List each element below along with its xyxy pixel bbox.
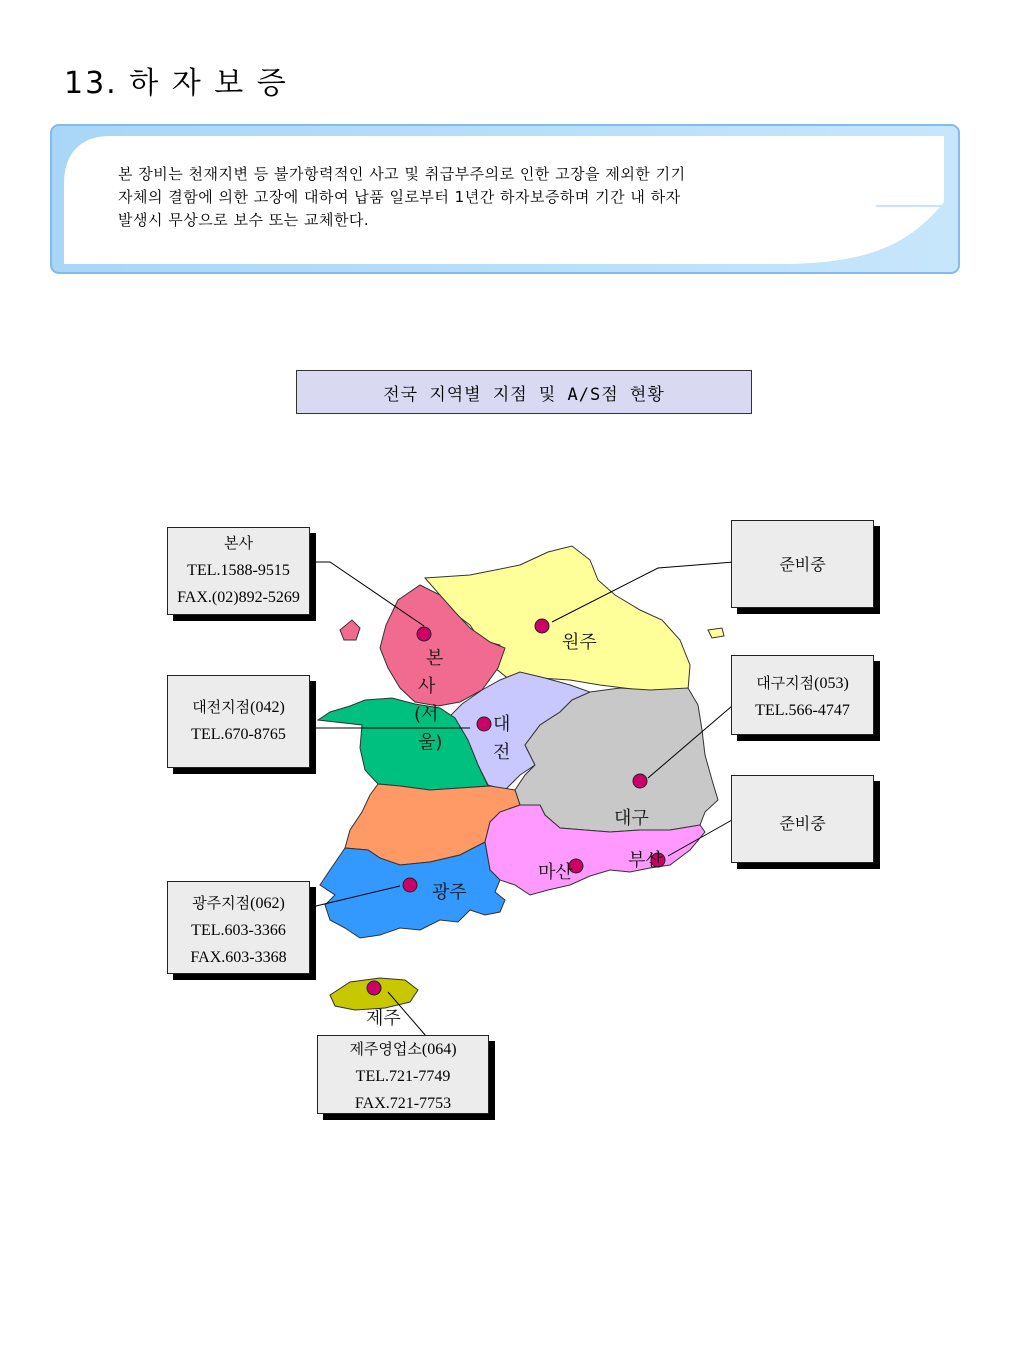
office-tel: TEL.670-8765 (191, 726, 286, 743)
office-box-gwangju (167, 881, 310, 974)
section-title: 13. 하 자 보 증 (64, 66, 288, 101)
office-status: 준비중 (779, 555, 826, 574)
marker-daejeon (477, 717, 491, 731)
warranty-line: 본 장비는 천재지변 등 불가항력적인 사고 및 취급부주의로 인한 고장을 제외한 기기 (118, 165, 686, 183)
region-label-daegu: 대구 (614, 808, 649, 829)
marker-daegu (633, 774, 647, 788)
office-area-code: (062) (250, 895, 285, 912)
marker-wonju (535, 619, 549, 633)
region-label-seoul: 사 (418, 676, 436, 697)
marker-hq (417, 627, 431, 641)
office-tel: TEL.1588-9515 (187, 562, 290, 579)
office-fax: FAX.721-7753 (354, 1095, 452, 1112)
island-ulleung (708, 628, 724, 638)
office-box-jeju (317, 1035, 489, 1114)
map-caption: 전국 지역별 지점 및 A/S점 현황 (296, 370, 752, 414)
office-name: 대구지점 (756, 674, 815, 692)
office-box-daegu (731, 655, 874, 735)
office-name: 대전지점 (192, 698, 251, 716)
region-label-daejeon: 대 (493, 714, 511, 735)
region-label-masan: 마산 (538, 862, 573, 883)
office-box-busan (731, 775, 874, 863)
marker-jeju (367, 981, 381, 995)
office-tel: TEL.603-3366 (191, 922, 286, 939)
region-label-jeju: 제주 (366, 1008, 401, 1029)
region-label-seoul: 울) (418, 732, 443, 753)
marker-gwangju (403, 878, 417, 892)
office-tel: TEL.721-7749 (355, 1068, 451, 1085)
region-label-busan: 부산 (628, 850, 663, 871)
office-box-wonju (731, 520, 874, 608)
office-fax: FAX.603-3368 (190, 949, 287, 966)
region-label-seoul: (서 (414, 704, 439, 725)
region-label-wonju: 원주 (562, 632, 597, 653)
region-label-seoul: 본 (426, 648, 444, 669)
warranty-line: 발생시 무상으로 보수 또는 교체한다. (118, 211, 370, 229)
office-area-code: (053) (814, 675, 849, 692)
office-area-code: (064) (421, 1041, 457, 1058)
office-name: 제주영업소 (349, 1040, 422, 1058)
office-name: 광주지점 (192, 894, 251, 912)
region-label-gwangju: 광주 (432, 882, 467, 903)
office-status: 준비중 (779, 814, 826, 833)
office-name: 본사 (224, 534, 253, 552)
office-fax: FAX.(02)892-5269 (177, 589, 300, 606)
warranty-line: 자체의 결함에 의한 고장에 대하여 납품 일로부터 1년간 하자보증하며 기간 내 하자 (118, 188, 681, 206)
office-tel: TEL.566-4747 (755, 702, 850, 719)
office-box-daejeon (167, 675, 310, 768)
island-ganghwa (340, 620, 360, 640)
office-area-code: (042) (250, 699, 285, 716)
region-label-daejeon: 전 (493, 742, 511, 763)
office-box-hq (167, 527, 310, 615)
